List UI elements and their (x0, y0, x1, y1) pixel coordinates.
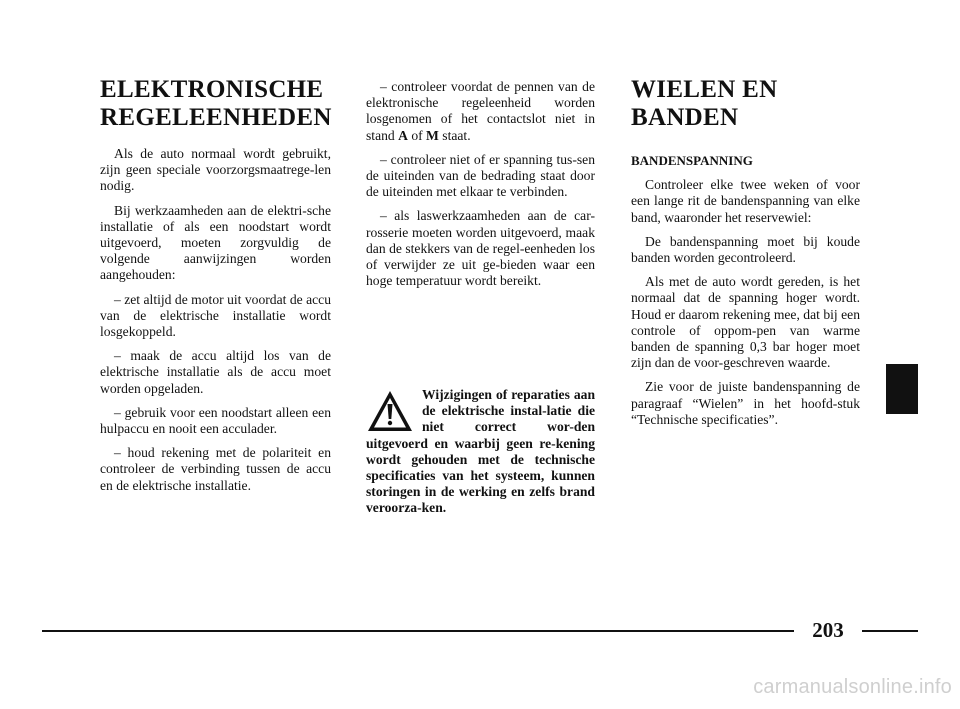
heading-line: WIELEN EN (631, 76, 778, 103)
text-run: – controleer voordat de pennen van de elektronische regeleenheid worden losgenomen of het contactslot niet in stand (366, 79, 595, 143)
paragraph: Als de auto normaal wordt gebruikt, zijn geen speciale voorzorgsmaatrege-len nodig. (100, 146, 331, 194)
paragraph (366, 79, 595, 144)
footer-rule (862, 630, 918, 632)
ignition-position-m: M (426, 127, 439, 143)
heading-line: ELEKTRONISCHE (100, 76, 324, 103)
warning-box (366, 387, 595, 517)
paragraph: Als met de auto wordt gereden, is het normaal dat de spanning hoger wordt. Houd er daarom rekening mee, dat bij een controle of oppom-pen van warme banden de spanning 0,3 bar hoger moet zijn dan de voor-geschreven waarde. (631, 274, 860, 371)
paragraph: Bij werkzaamheden aan de elektri-sche installatie of als een noodstart wordt uitgevoerd, moeten zorgvuldig de volgende aanwijzingen worden aangehouden: (100, 202, 331, 283)
chapter-tab (886, 364, 918, 414)
text-run: of (407, 127, 427, 143)
paragraph: – gebruik voor een noodstart alleen een hulpaccu en nooit een acculader. (100, 404, 331, 437)
footer-rule (42, 630, 794, 632)
right-column (631, 153, 860, 436)
middle-column (366, 79, 595, 297)
paragraph: – houd rekening met de polariteit en controleer de verbinding tussen de accu en de elektrische installatie. (100, 445, 331, 493)
heading-line: BANDEN (631, 104, 739, 131)
paragraph: De bandenspanning moet bij koude banden worden gecontroleerd. (631, 233, 860, 266)
section-heading-electronic-units (100, 76, 332, 132)
paragraph: – controleer niet of er spanning tus-sen de uiteinden van de bedrading staat door de uiteinden met elkaar te verbinden. (366, 151, 595, 200)
paragraph: – maak de accu altijd los van de elektrische installatie als de accu moet worden opgeladen. (100, 348, 331, 396)
ignition-position-a: A (398, 127, 408, 143)
paragraph: – als laswerkzaamheden aan de car-rosserie moeten worden uitgevoerd, maak dan de stekkers van de regel-eenheden los of verwijder ze uit ge-bieden waar een hoge temperatuur wordt bereikt. (366, 208, 595, 289)
page-number: 203 (812, 618, 844, 642)
subheading-tyre-pressure: BANDENSPANNING (631, 153, 753, 168)
paragraph: Zie voor de juiste bandenspanning de paragraaf “Wielen” in het hoofd-stuk “Technische specificaties”. (631, 379, 860, 427)
left-column (100, 146, 331, 502)
warning-text: Wijzigingen of reparaties aan de elektrische instal-latie die niet correct wor-den uitgevoerd en waarbij geen re-kening wordt gehouden met de technische specificaties van het systeem, kunnen storingen in de werking en zelfs brand veroorza-ken. (366, 387, 595, 516)
watermark: carmanualsonline.info (753, 676, 952, 698)
section-heading-wheels-tyres (631, 76, 778, 132)
warning-triangle-icon (366, 389, 414, 433)
text-run: staat. (438, 127, 471, 143)
heading-line: REGELEENHEDEN (100, 104, 332, 131)
paragraph: – zet altijd de motor uit voordat de accu van de elektrische installatie wordt losgekoppeld. (100, 291, 331, 340)
paragraph: Controleer elke twee weken of voor een lange rit de bandenspanning van elke band, waaronder het reservewiel: (631, 177, 860, 225)
